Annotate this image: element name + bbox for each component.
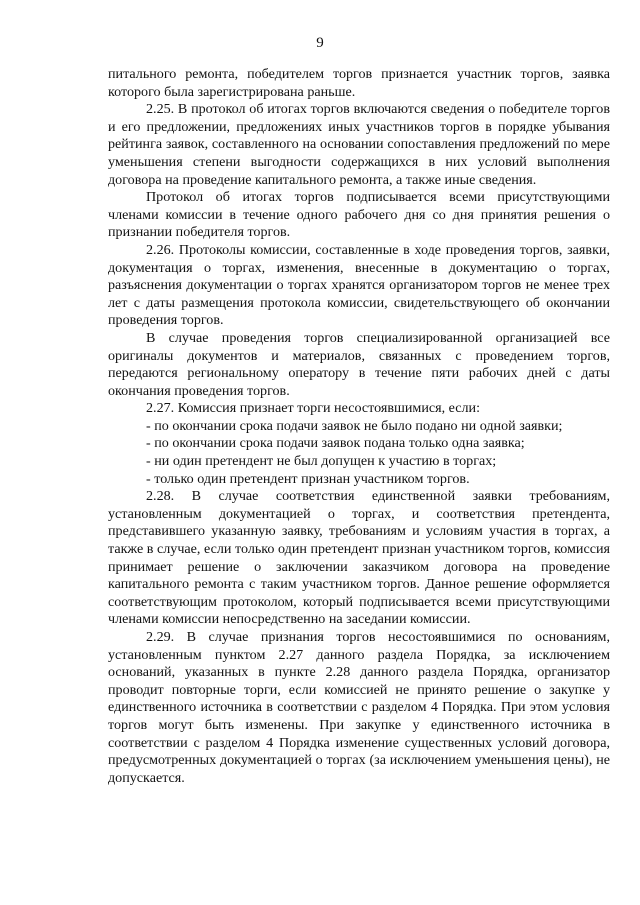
paragraph-2-25: 2.25. В протокол об итогах торгов включаются сведения о победителе торгов и его предложении, предложениях иных участников торгов в порядке убывания рейтинга заявок, составленного на основании сопоставления предложений по мере уменьшения степени выгодности содержащихся в них условий выполнения договора на проведение капитального ремонта, а также иные сведения. (108, 101, 610, 188)
paragraph-continuation: питального ремонта, победителем торгов признается участник торгов, заявка которого была зарегистрирована раньше. (108, 66, 610, 100)
document-body (108, 66, 610, 787)
list-item-one-application: - по окончании срока подачи заявок подана только одна заявка; (146, 435, 525, 452)
paragraph-2-26: 2.26. Протоколы комиссии, составленные в ходе проведения торгов, заявки, документация о торгах, изменения, внесенные в документацию о торгах, разъяснения документации о торгах хранятся организатором торгов не менее трех лет с даты размещения протокола комиссии, свидетельствующего об окончании проведения торгов. (108, 241, 610, 329)
paragraph-protocol-signing: Протокол об итогах торгов подписывается всеми присутствующими членами комиссии в течение одного рабочего дня со дня принятия решения о признании победителя торгов. (108, 189, 610, 241)
list-item-no-applications: - по окончании срока подачи заявок не было подано ни одной заявки; (146, 417, 563, 434)
paragraph-2-28: 2.28. В случае соответствия единственной заявки требованиям, установленным документацией о торгах, и соответствия претендента, представившего указанную заявку, требованиям и условиям участия в торгах, а также в случае, если только один претендент признан участником торгов, комиссия принимает решение о заключении заказчиком договора на проведение капитального ремонта с таким участником торгов. Данное решение оформляется соответствующим протоколом, который подписывается всеми присутствующими членами комиссии непосредственно на заседании комиссии. (108, 488, 610, 628)
paragraph-2-27: 2.27. Комиссия признает торги несостоявшимися, если: (146, 400, 480, 417)
list-item-one-participant: - только один претендент признан участником торгов. (146, 470, 470, 487)
page-number: 9 (316, 35, 324, 51)
paragraph-2-29: 2.29. В случае признания торгов несостоявшимися по основаниям, установленным пунктом 2.27 данного раздела Порядка, за исключением оснований, указанных в пункте 2.28 данного раздела Порядка, организатор проводит повторные торги, если комиссией не принято решение о закупке у единственного источника в соответствии с разделом 4 Порядка. При этом условия торгов могут быть изменены. При закупке у единственного источника в соответствии с разделом 4 Порядка изменение существенных условий договора, предусмотренных документацией о торгах (за исключением уменьшения цены), не допускается. (108, 629, 610, 786)
paragraph-specialized-organization: В случае проведения торгов специализированной организацией все оригиналы документов и материалов, связанных с проведением торгов, передаются региональному оператору в течение пяти рабочих дней с даты окончания проведения торгов. (108, 329, 610, 399)
list-item-none-admitted: - ни один претендент не был допущен к участию в торгах; (146, 453, 497, 470)
